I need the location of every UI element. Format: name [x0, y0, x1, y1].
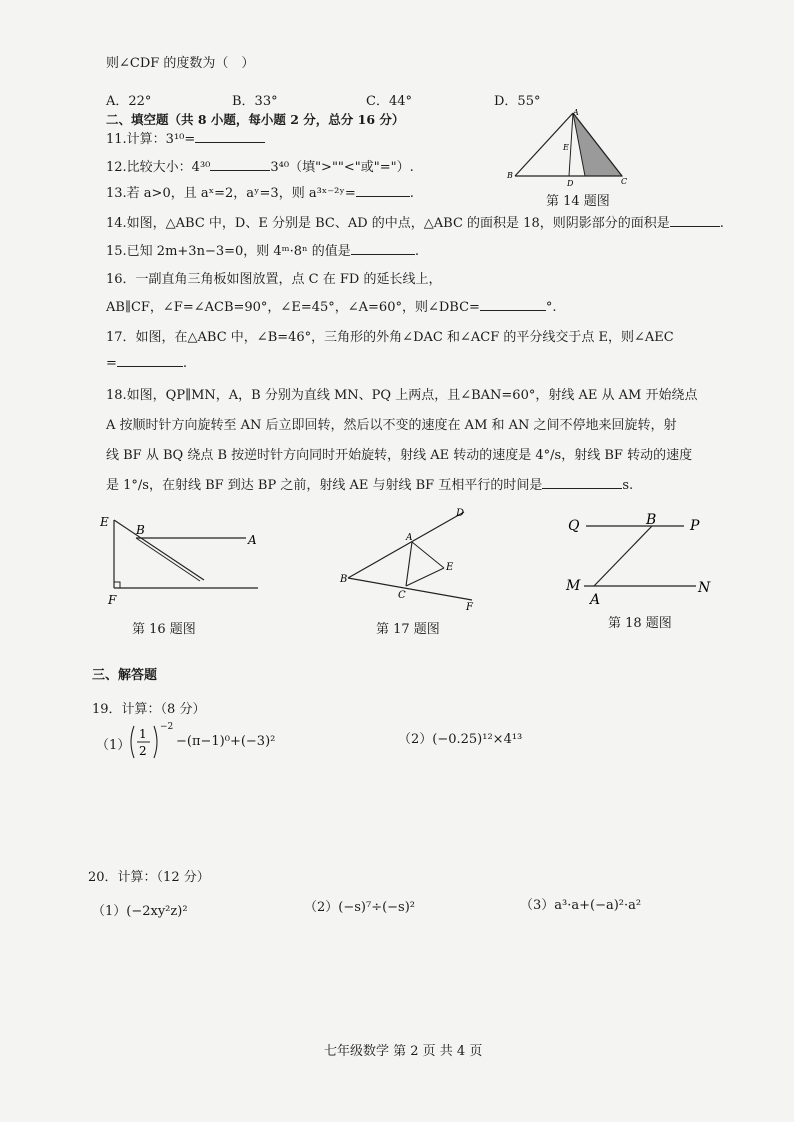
fig16-label-f: F — [108, 593, 117, 607]
fig17-label-a: A — [406, 533, 413, 543]
q13-answer-blank — [356, 184, 410, 197]
q16-answer-blank — [480, 298, 546, 311]
q15-answer-blank — [351, 242, 415, 255]
section3-heading: 三、解答题 — [92, 668, 158, 683]
section2-heading: 二、填空题（共 8 小题，每小题 2 分，总分 16 分） — [106, 112, 405, 127]
q19-fraction-half — [128, 724, 162, 764]
fig16-label-a: A — [248, 533, 257, 547]
q19-title: 19．计算：（8 分） — [92, 702, 206, 717]
fig18-caption: 第 18 题图 — [608, 616, 672, 631]
q10-option-b: B．33° — [232, 94, 278, 109]
figure-18 — [562, 508, 722, 608]
fig18-label-a: A — [590, 592, 601, 608]
fig14-label-a: A — [573, 108, 579, 117]
q12 — [106, 156, 414, 175]
fig17-label-c: C — [398, 590, 406, 601]
fig14-label-c: C — [621, 177, 628, 186]
fig14-label-d: D — [567, 179, 574, 188]
figure-16 — [96, 508, 266, 608]
q17-answer-blank — [117, 354, 183, 367]
q15: 15.已知 2m+3n−3=0，则 4ᵐ·8ⁿ 的值是 . — [106, 244, 419, 259]
q13: 13.若 a>0，且 aˣ=2，aʸ=3，则 a³ˣ⁻²ʸ= . — [106, 186, 414, 201]
q17-line1: 17．如图，在△ABC 中，∠B=46°，三角形的外角∠DAC 和∠ACF 的平分线交于点 E，则∠AEC — [106, 330, 674, 345]
q13-text: 13.若 a>0，且 aˣ=2，aʸ=3，则 a³ˣ⁻²ʸ= — [106, 186, 356, 201]
q20-part3: （3）a³·a+(−a)²·a² — [520, 898, 642, 913]
q12-prefix: 12.比较大小：4³⁰ — [106, 160, 211, 175]
fig16-caption: 第 16 题图 — [132, 622, 196, 637]
q18-answer-blank — [542, 476, 622, 489]
fig17-label-b: B — [340, 574, 348, 585]
q18-line3: 线 BF 从 BQ 绕点 B 按逆时针方向同时开始旋转，射线 AE 转动的速度是 4°/s，射线 BF 转动的速度 — [106, 448, 693, 463]
q10-stem: 则∠CDF 的度数为（ ） — [106, 56, 255, 71]
figure-17 — [336, 506, 486, 612]
q19-part1-tail: −(π−1)⁰+(−3)² — [176, 734, 276, 749]
fig14-label-b: B — [507, 171, 513, 180]
fig18-label-n: N — [698, 580, 711, 596]
fig17-label-d: D — [456, 508, 465, 519]
fig14-caption: 第 14 题图 — [546, 194, 610, 209]
q11 — [106, 128, 265, 147]
q11-answer-blank — [195, 130, 265, 143]
page-footer: 七年级数学 第 2 页 共 4 页 — [324, 1044, 483, 1059]
q16-line1: 16．一副直角三角板如图放置，点 C 在 FD 的延长线上， — [106, 272, 442, 287]
fig14-label-e: E — [563, 143, 569, 152]
q20-part1: （1）(−2xy²z)² — [92, 904, 188, 919]
q10-option-d: D．55° — [494, 94, 541, 109]
svg-text:2: 2 — [139, 744, 147, 758]
fig18-label-p: P — [690, 518, 700, 534]
q11-text: 11.计算：3¹⁰= — [106, 132, 196, 147]
fig18-label-q: Q — [568, 518, 580, 534]
q12-mid: 3⁴⁰（填">""<"或"="）. — [270, 160, 414, 175]
fig17-label-f: F — [466, 602, 473, 612]
q14-text: 14.如图，△ABC 中，D、E 分别是 BC、AD 的中点，△ABC 的面积是 18，则阴影部分的面积是 — [106, 216, 670, 231]
fig17-caption: 第 17 题图 — [376, 622, 440, 637]
q18-line1: 18.如图，QP∥MN，A，B 分别为直线 MN、PQ 上两点，且∠BAN=60°，射线 AE 从 AM 开始绕点 — [106, 388, 698, 403]
fig18-label-m: M — [566, 578, 581, 594]
q20-part2: （2）(−s)⁷÷(−s)² — [304, 900, 416, 915]
q14: 14.如图，△ABC 中，D、E 分别是 BC、AD 的中点，△ABC 的面积是 18，则阴影部分的面积是 . — [106, 216, 724, 231]
q19-exponent: −2 — [160, 722, 174, 732]
fig18-label-b: B — [646, 512, 657, 528]
q14-answer-blank — [670, 214, 720, 227]
q10-option-a: A．22° — [106, 94, 152, 109]
q12-answer-blank — [210, 158, 270, 171]
svg-text:1: 1 — [139, 727, 147, 741]
q16-line2: AB∥CF，∠F=∠ACB=90°，∠E=45°，∠A=60°，则∠DBC= °. — [106, 300, 557, 315]
q20-title: 20．计算：（12 分） — [88, 870, 210, 885]
fig16-label-e: E — [100, 515, 109, 529]
fig16-label-b: B — [136, 523, 145, 537]
fig17-label-e: E — [446, 562, 454, 573]
q15-text: 15.已知 2m+3n−3=0，则 4ᵐ·8ⁿ 的值是 — [106, 244, 351, 259]
q18-line4: 是 1°/s，在射线 BF 到达 BP 之前，射线 AE 与射线 BF 互相平行的时间是 s. — [106, 478, 634, 493]
q18-line2: A 按顺时针方向旋转至 AN 后立即回转，然后以不变的速度在 AM 和 AN 之间不停地来回旋转，射 — [106, 418, 677, 433]
q17-line2: = . — [106, 356, 188, 371]
q19-part2: （2）(−0.25)¹²×4¹³ — [398, 732, 523, 747]
q10-option-c: C．44° — [366, 94, 412, 109]
